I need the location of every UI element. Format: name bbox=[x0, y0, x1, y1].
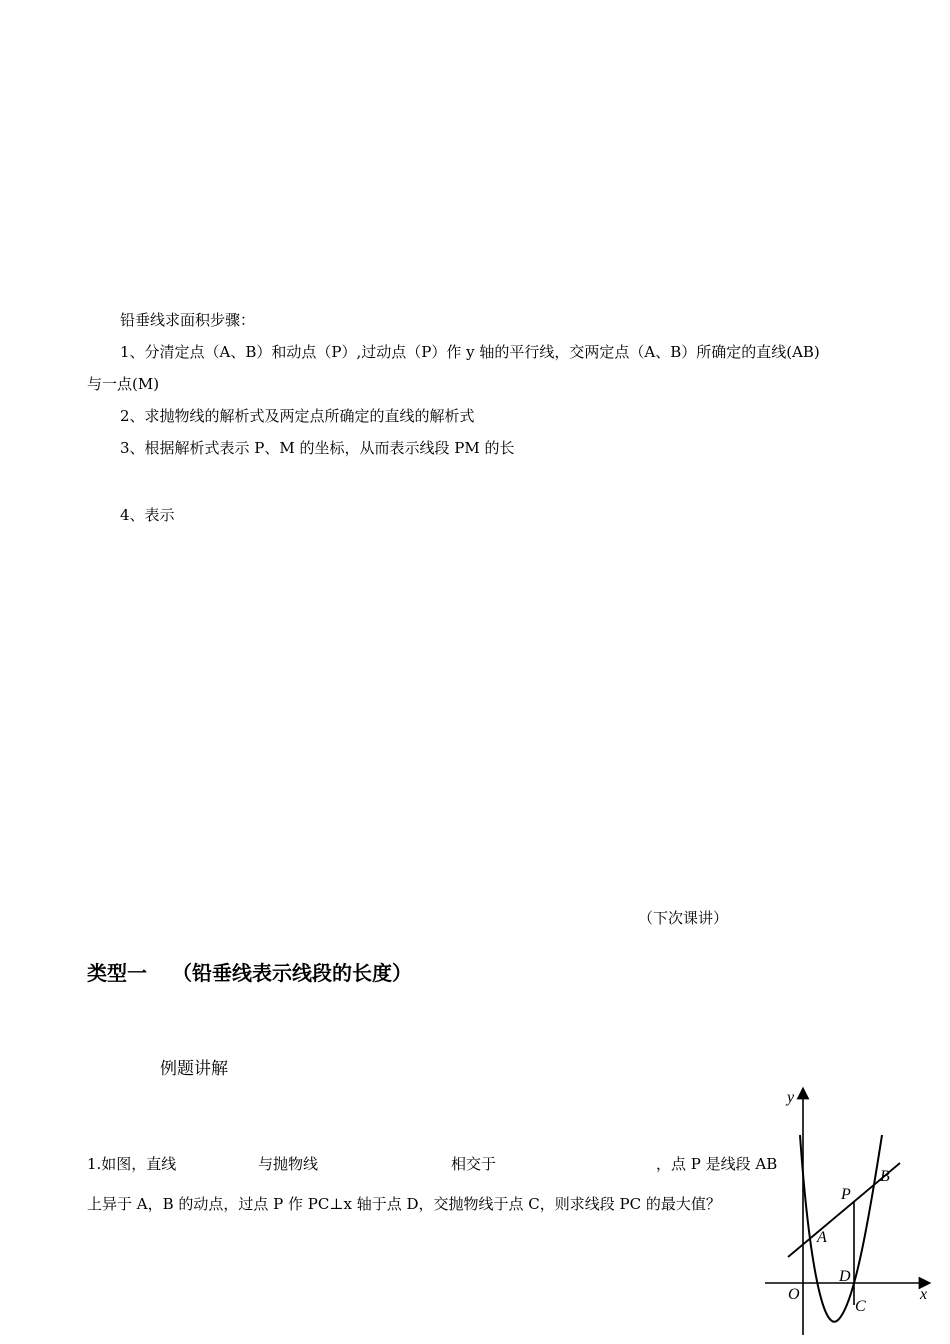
next-lesson-note: （下次课讲） bbox=[638, 909, 729, 927]
label-d: D bbox=[839, 1268, 851, 1285]
label-a: A bbox=[817, 1229, 827, 1246]
label-p: P bbox=[841, 1186, 851, 1203]
example-title: 例题讲解 bbox=[160, 1059, 228, 1079]
step-1-line-2: 与一点(M) bbox=[87, 375, 160, 393]
step-3: 3、根据解析式表示 P、M 的坐标，从而表示线段 PM 的长 bbox=[120, 439, 515, 457]
label-b: B bbox=[880, 1168, 890, 1185]
type-title: （铅垂线表示线段的长度） bbox=[172, 961, 412, 985]
label-y: y bbox=[787, 1089, 795, 1106]
step-1-line-1: 1、分清定点（A、B）和动点（P）,过动点（P）作 y 轴的平行线，交两定点（A、B）所确定的直线(AB) bbox=[120, 343, 820, 361]
parabola-curve bbox=[800, 1135, 882, 1322]
problem-part-1: 1.如图，直线 bbox=[87, 1155, 177, 1173]
type-label: 类型一 bbox=[87, 961, 147, 985]
label-x: x bbox=[920, 1286, 928, 1303]
steps-title: 铅垂线求面积步骤： bbox=[120, 311, 256, 329]
problem-part-2: 与抛物线 bbox=[258, 1155, 319, 1173]
problem-part-3: 相交于 bbox=[451, 1155, 497, 1173]
step-2: 2、求抛物线的解析式及两定点所确定的直线的解析式 bbox=[120, 407, 475, 425]
label-c: C bbox=[855, 1298, 866, 1315]
parabola-figure bbox=[760, 1085, 940, 1340]
step-4: 4、表示 bbox=[120, 506, 175, 524]
problem-part-4: ，点 P 是线段 AB bbox=[656, 1155, 778, 1173]
label-o: O bbox=[788, 1286, 800, 1303]
figure-svg bbox=[760, 1085, 940, 1340]
problem-line-2: 上异于 A，B 的动点，过点 P 作 PC⊥x 轴于点 D，交抛物线于点 C，则求线段 PC 的最大值？ bbox=[87, 1195, 721, 1213]
